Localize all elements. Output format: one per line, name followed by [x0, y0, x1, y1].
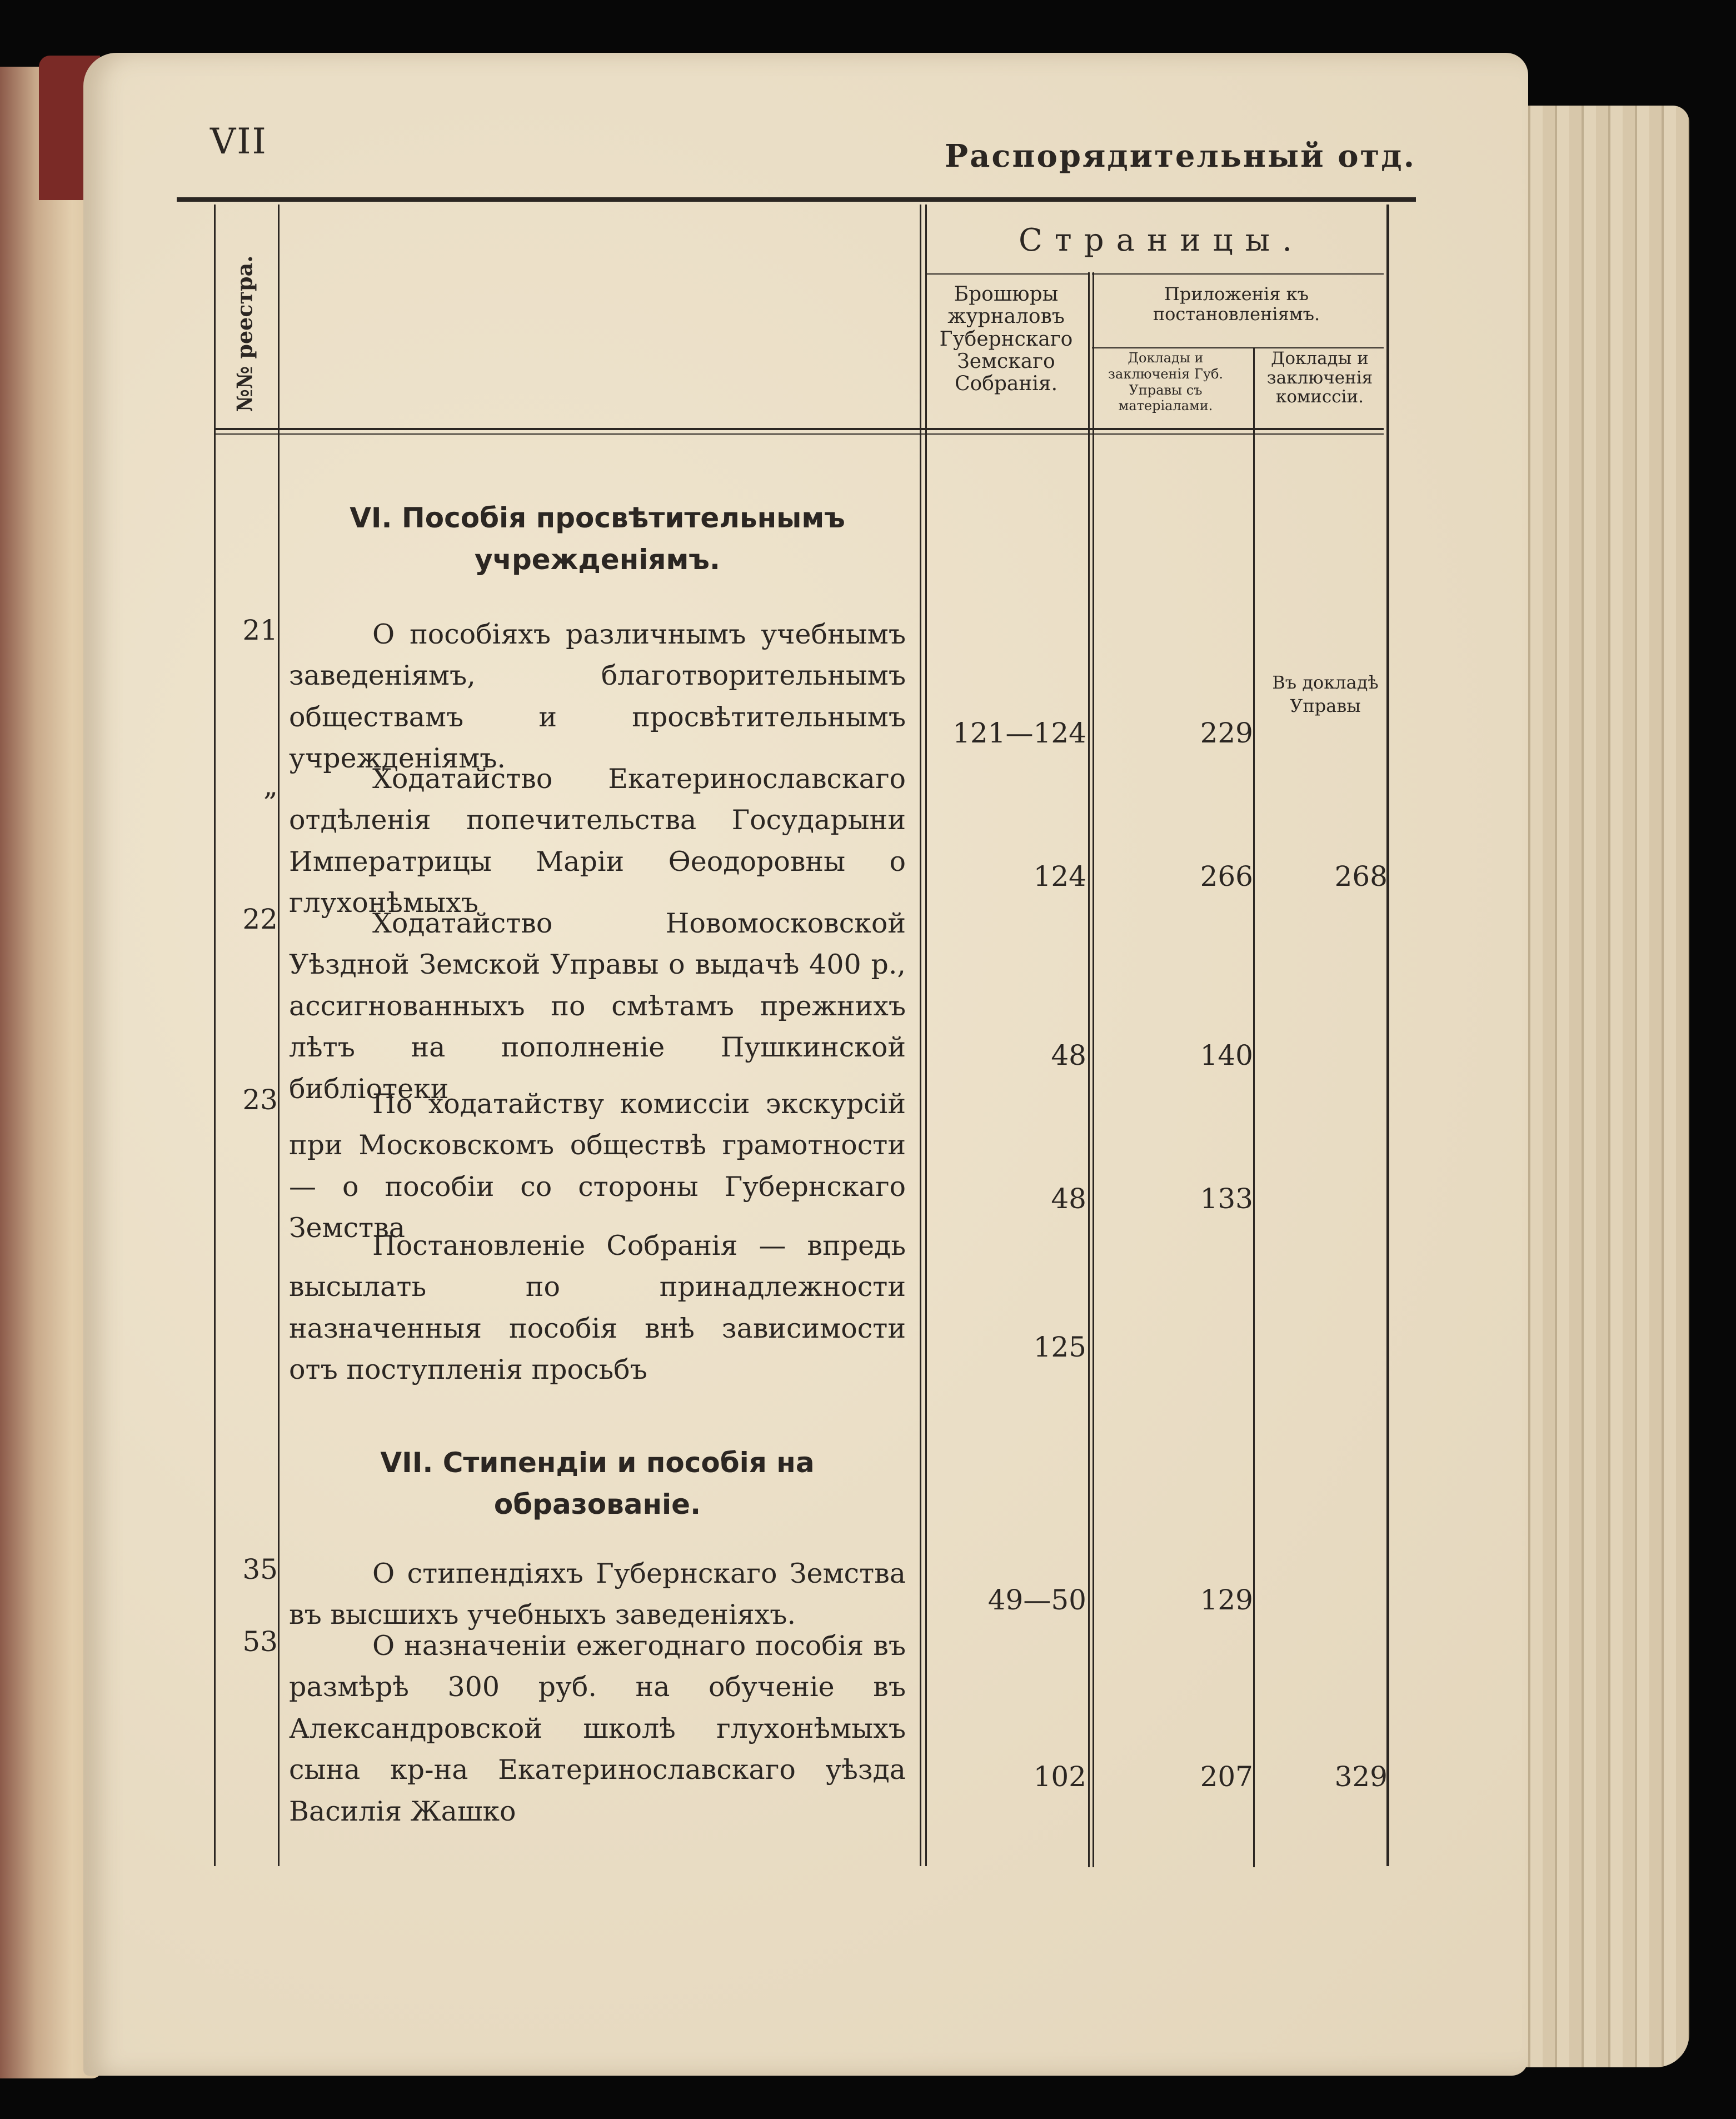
- col-divider-reports: [1253, 347, 1255, 1867]
- col-divider-right: [1386, 205, 1389, 1866]
- gov-report-pages: 229: [1200, 717, 1253, 749]
- commission-report-pages: 268: [1334, 860, 1388, 893]
- registry-number: 21: [242, 614, 278, 646]
- header-bottom-rule-thin: [214, 433, 1384, 435]
- entry-text: Ходатайство Екатеринославскаго отдѣленія попечительства Государыни Императрицы Маріи Ѳеодоровны о глухонѣмыхъ: [289, 763, 906, 919]
- reports-gov-column-header: Доклады и заключенія Губ. Управы съ матеріалами.: [1108, 350, 1224, 414]
- registry-number: 35: [242, 1553, 278, 1585]
- gov-report-pages: 140: [1200, 1039, 1253, 1071]
- registry-number: 23: [242, 1084, 278, 1116]
- pages-subheader-rule: [1092, 273, 1384, 275]
- col-divider-text-2: [925, 205, 927, 1866]
- brochure-pages: 125: [1033, 1331, 1086, 1363]
- pages-header: Страницы.: [1018, 222, 1305, 258]
- entry-text: О назначеніи ежегоднаго пособія въ размѣрѣ 300 руб. на обученіе въ Александровской школѣ глухонѣмыхъ сына кр-на Екатеринославскаго уѣзда Василія Жашко: [289, 1630, 906, 1827]
- col-divider-registry-right: [278, 205, 280, 1866]
- col-divider-text: [920, 205, 921, 1866]
- registry-number: „: [263, 770, 278, 802]
- commission-report-pages: 329: [1334, 1761, 1388, 1793]
- page-number: VII: [210, 121, 267, 162]
- registry-number: 53: [242, 1626, 278, 1658]
- section-title-vi: VI. Пособія просвѣтительнымъ учрежденіямъ.: [350, 502, 845, 576]
- brochure-pages: 48: [1051, 1183, 1086, 1215]
- entry-text: О стипендіяхъ Губернскаго Земства въ высшихъ учебныхъ заведеніяхъ.: [289, 1558, 906, 1631]
- brochure-pages: 124: [1033, 860, 1086, 893]
- gov-report-pages: 207: [1200, 1761, 1253, 1793]
- brochures-column-header: Брошюры журналовъ Губернскаго Земскаго Собранія.: [939, 283, 1073, 396]
- col-divider-brochures: [1088, 272, 1090, 1867]
- registry-number: 22: [242, 903, 278, 935]
- brochures-subheader-rule: [927, 273, 1088, 275]
- gov-report-pages: 266: [1200, 860, 1253, 893]
- gov-report-pages: 133: [1200, 1183, 1253, 1215]
- brochure-pages: 102: [1033, 1761, 1086, 1793]
- reports-comm-column-header: Доклады и заключенія комиссіи.: [1266, 348, 1373, 407]
- col-divider-registry-left: [214, 205, 216, 1866]
- gov-report-pages: 129: [1200, 1584, 1253, 1616]
- table-top-rule: [177, 197, 1416, 202]
- entry-text: Ходатайство Новомосковской Уѣздной Земской Управы о выдачѣ 400 р., ассигнованныхъ по смѣтамъ прежнихъ лѣтъ на пополненіе Пушкинской библіотеки: [289, 908, 906, 1105]
- brochure-pages: 121—124: [952, 717, 1086, 749]
- section-title-vii: VII. Стипендіи и пособія на образованіе.: [380, 1447, 815, 1520]
- brochure-pages: 48: [1051, 1039, 1086, 1071]
- entry-text: О пособіяхъ различнымъ учебнымъ заведеніямъ, благотворительнымъ обществамъ и просвѣтительнымъ учрежденіямъ.: [289, 619, 906, 775]
- entry-text: По ходатайству комиссіи экскурсій при Московскомъ обществѣ грамотности — о пособіи со стороны Губернскаго Земства: [289, 1088, 906, 1244]
- entry-text: Постановленіе Собранія — впредь высылать по принадлежности назначенныя пособія внѣ зависимости отъ поступленія просьбъ: [289, 1230, 906, 1386]
- brochure-pages: 49—50: [987, 1584, 1086, 1616]
- commission-report-note: Въ докладѣ Управы: [1272, 672, 1379, 716]
- header-bottom-rule: [214, 428, 1384, 430]
- registry-column-header: №№ реестра.: [232, 255, 257, 412]
- appendix-column-header: Приложенія къ постановленіямъ.: [1153, 283, 1320, 325]
- running-head: Распорядительный отд.: [945, 138, 1416, 174]
